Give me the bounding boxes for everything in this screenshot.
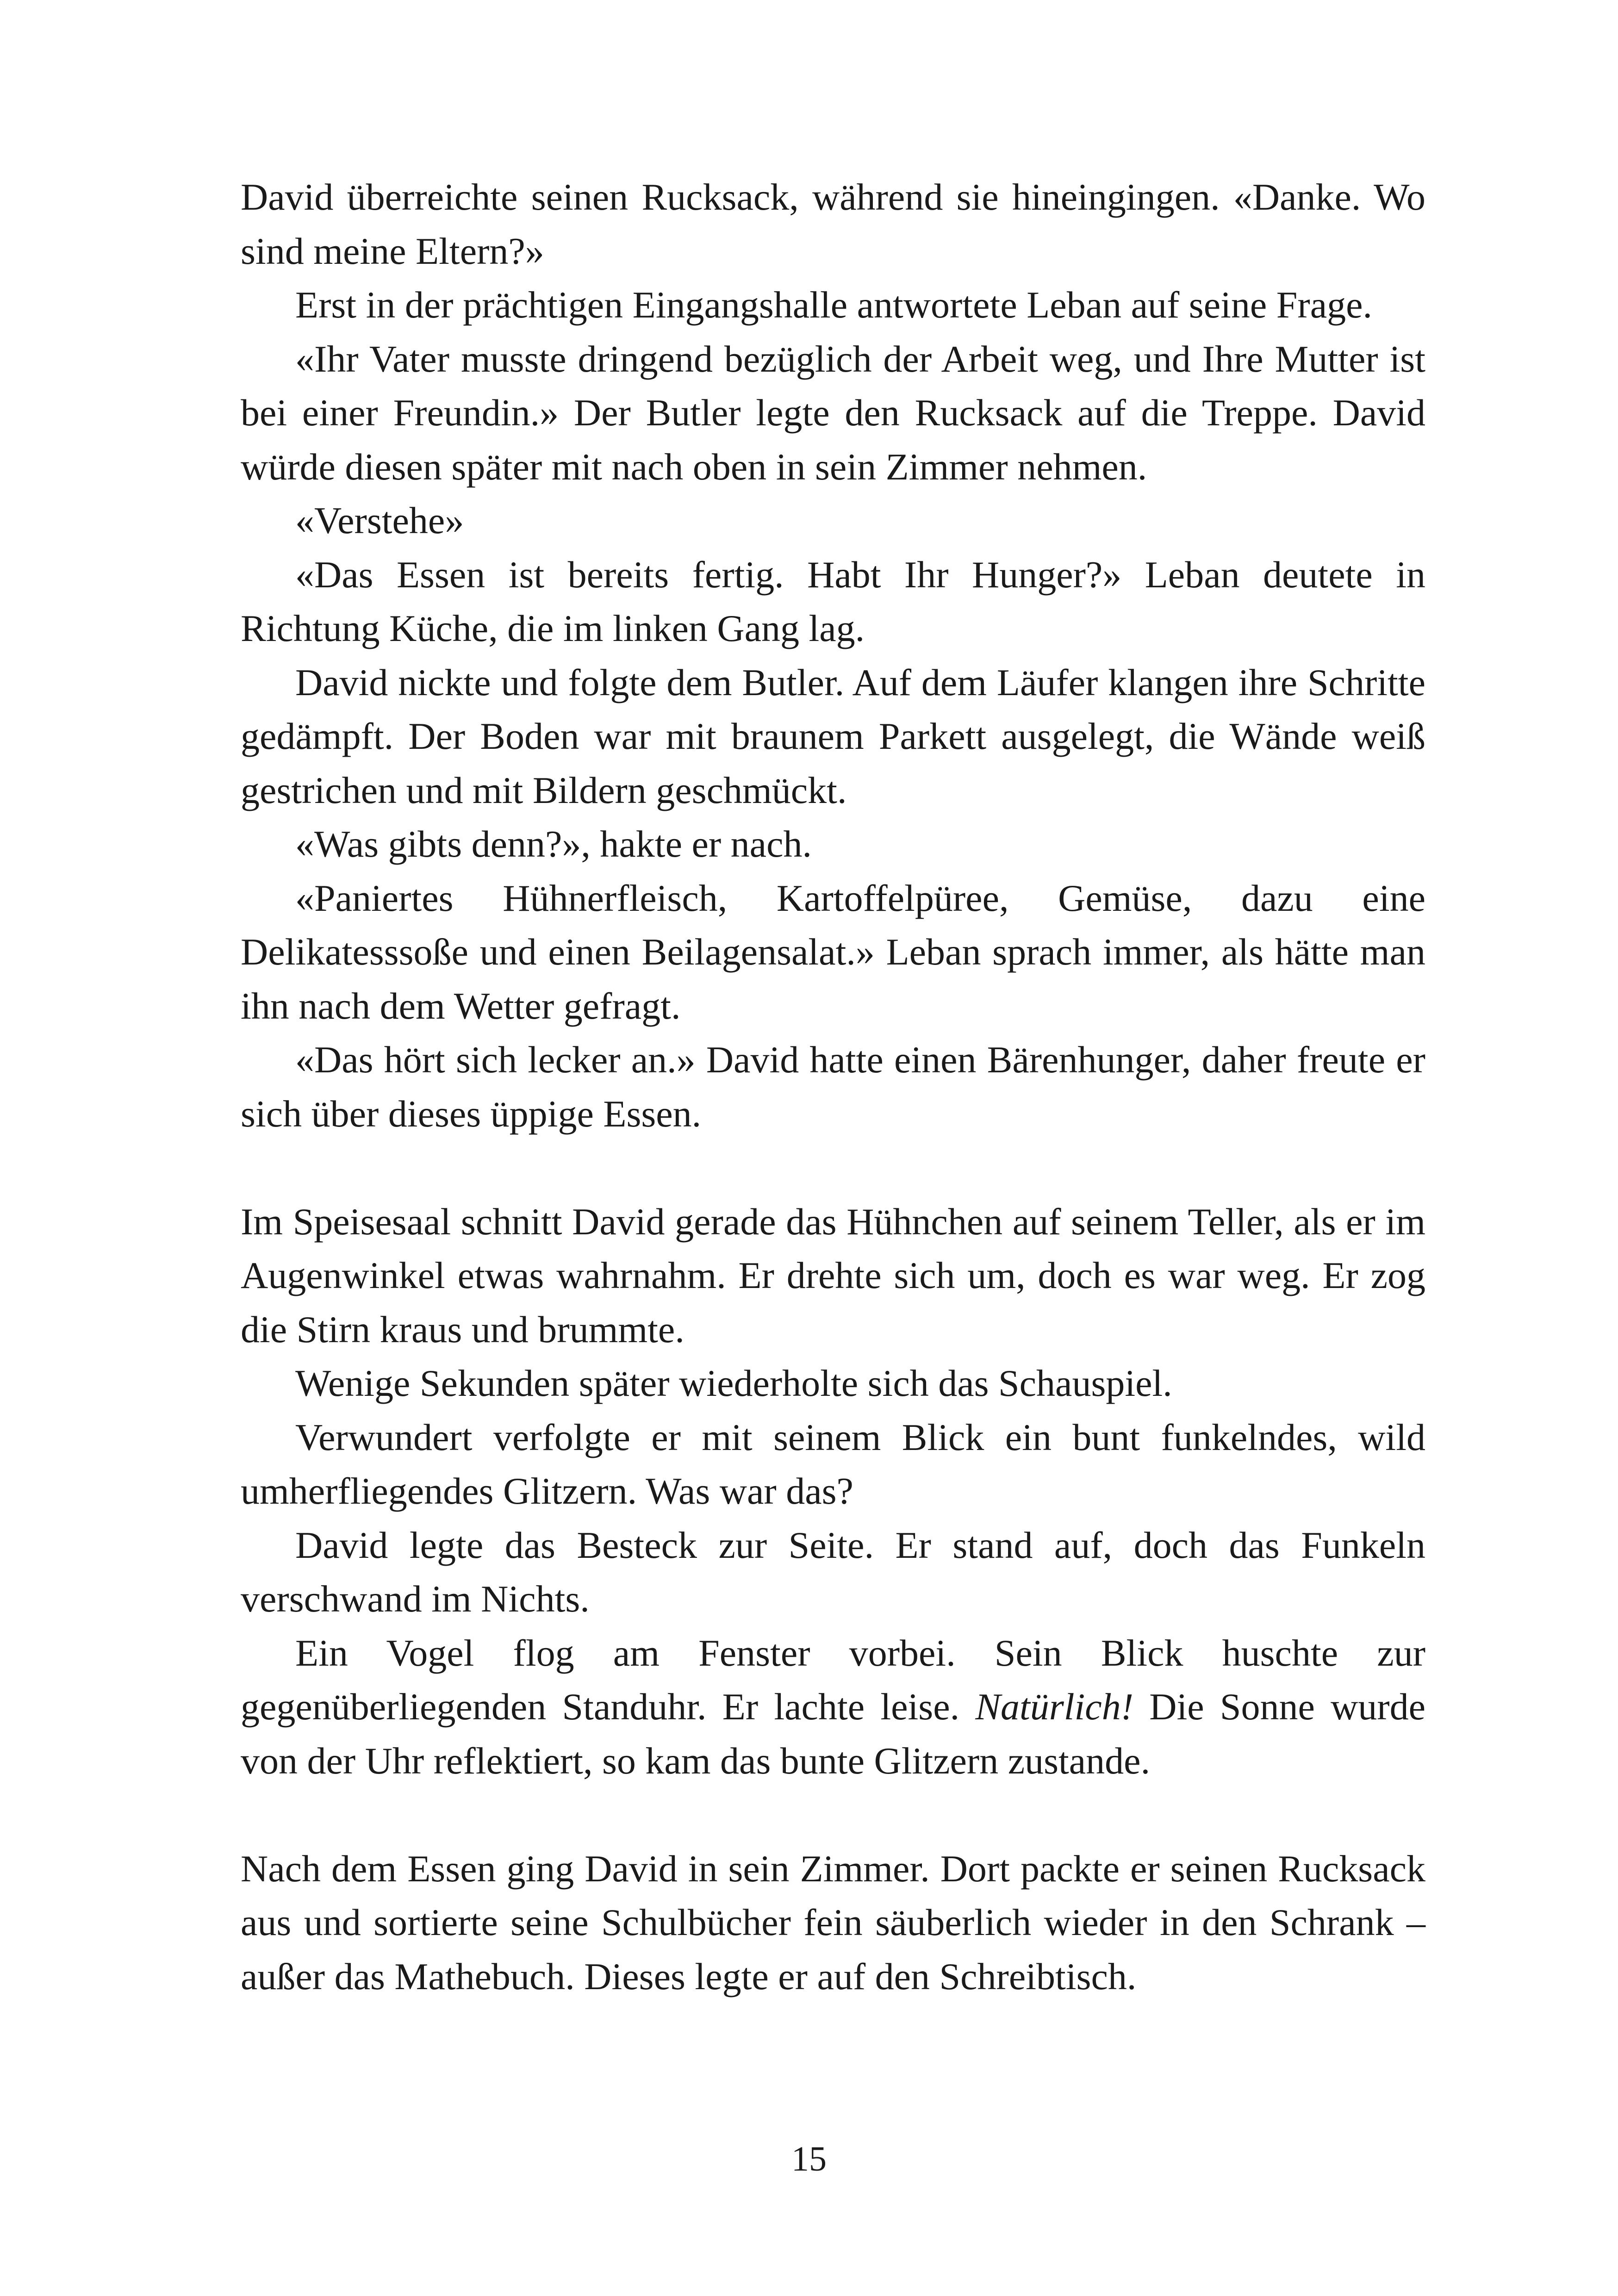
paragraph-12: Verwundert verfolgte er mit seinem Blick ein bunt funkelndes, wild umherfliegendes Glitzern. Was war das?	[241, 1416, 1425, 1512]
emphasis-natuerlich: Natürlich!	[975, 1686, 1133, 1728]
page-number: 15	[791, 2140, 827, 2178]
scene-break	[241, 1141, 1425, 1195]
paragraph-4: «Verstehe»	[295, 499, 464, 541]
paragraph-7: «Was gibts denn?», hakte er nach.	[295, 823, 812, 865]
body-text	[241, 170, 1425, 2004]
scene-break	[241, 1788, 1425, 1842]
paragraph-15: Nach dem Essen ging David in sein Zimmer. Dort packte er seinen Rucksack aus und sortierte seine Schulbücher fein säuberlich wieder in den Schrank – außer das Mathebuch. Dieses legte er auf den Schreibtisch.	[241, 1847, 1425, 1997]
paragraph-11: Wenige Sekunden später wiederholte sich das Schauspiel.	[295, 1362, 1172, 1404]
paragraph-14	[241, 1626, 1425, 1788]
paragraph-9: «Das hört sich lecker an.» David hatte einen Bärenhunger, daher freute er sich über dieses üppige Essen.	[241, 1039, 1425, 1135]
paragraph-10: Im Speisesaal schnitt David gerade das Hühnchen auf seinem Teller, als er im Augenwinkel etwas wahrnahm. Er drehte sich um, doch es war weg. Er zog die Stirn kraus und brummte.	[241, 1200, 1425, 1350]
paragraph-5: «Das Essen ist bereits fertig. Habt Ihr Hunger?» Leban deutete in Richtung Küche, die im linken Gang lag.	[241, 553, 1425, 649]
paragraph-6: David nickte und folgte dem Butler. Auf dem Läufer klangen ihre Schritte gedämpft. Der Boden war mit braunem Parkett ausgelegt, die Wände weiß gestrichen und mit Bildern geschmückt.	[241, 661, 1425, 811]
paragraph-14-text-after: Die Sonne wurde von der Uhr reflektiert, so kam das bunte Glitzern zustande.	[241, 1686, 1425, 1782]
paragraph-3: «Ihr Vater musste dringend bezüglich der Arbeit weg, und Ihre Mutter ist bei einer Freundin.» Der Butler legte den Rucksack auf die Treppe. David würde diesen später mit nach oben in sein Zimmer nehmen.	[241, 337, 1425, 488]
paragraph-14-text-before: Ein Vogel flog am Fenster vorbei. Sein Blick huschte zur gegenüberliegenden Standuhr. Er lachte leise.	[241, 1631, 1425, 1728]
paragraph-13: David legte das Besteck zur Seite. Er stand auf, doch das Funkeln verschwand im Nichts.	[241, 1524, 1425, 1620]
paragraph-8: «Paniertes Hühnerfleisch, Kartoffelpüree, Gemüse, dazu eine Delikatesssoße und einen Beilagensalat.» Leban sprach immer, als hätte man ihn nach dem Wetter gefragt.	[241, 877, 1425, 1027]
paragraph-1: David überreichte seinen Rucksack, während sie hineingingen. «Danke. Wo sind meine Eltern?»	[241, 176, 1425, 272]
paragraph-2: Erst in der prächtigen Eingangshalle antwortete Leban auf seine Frage.	[295, 284, 1372, 326]
